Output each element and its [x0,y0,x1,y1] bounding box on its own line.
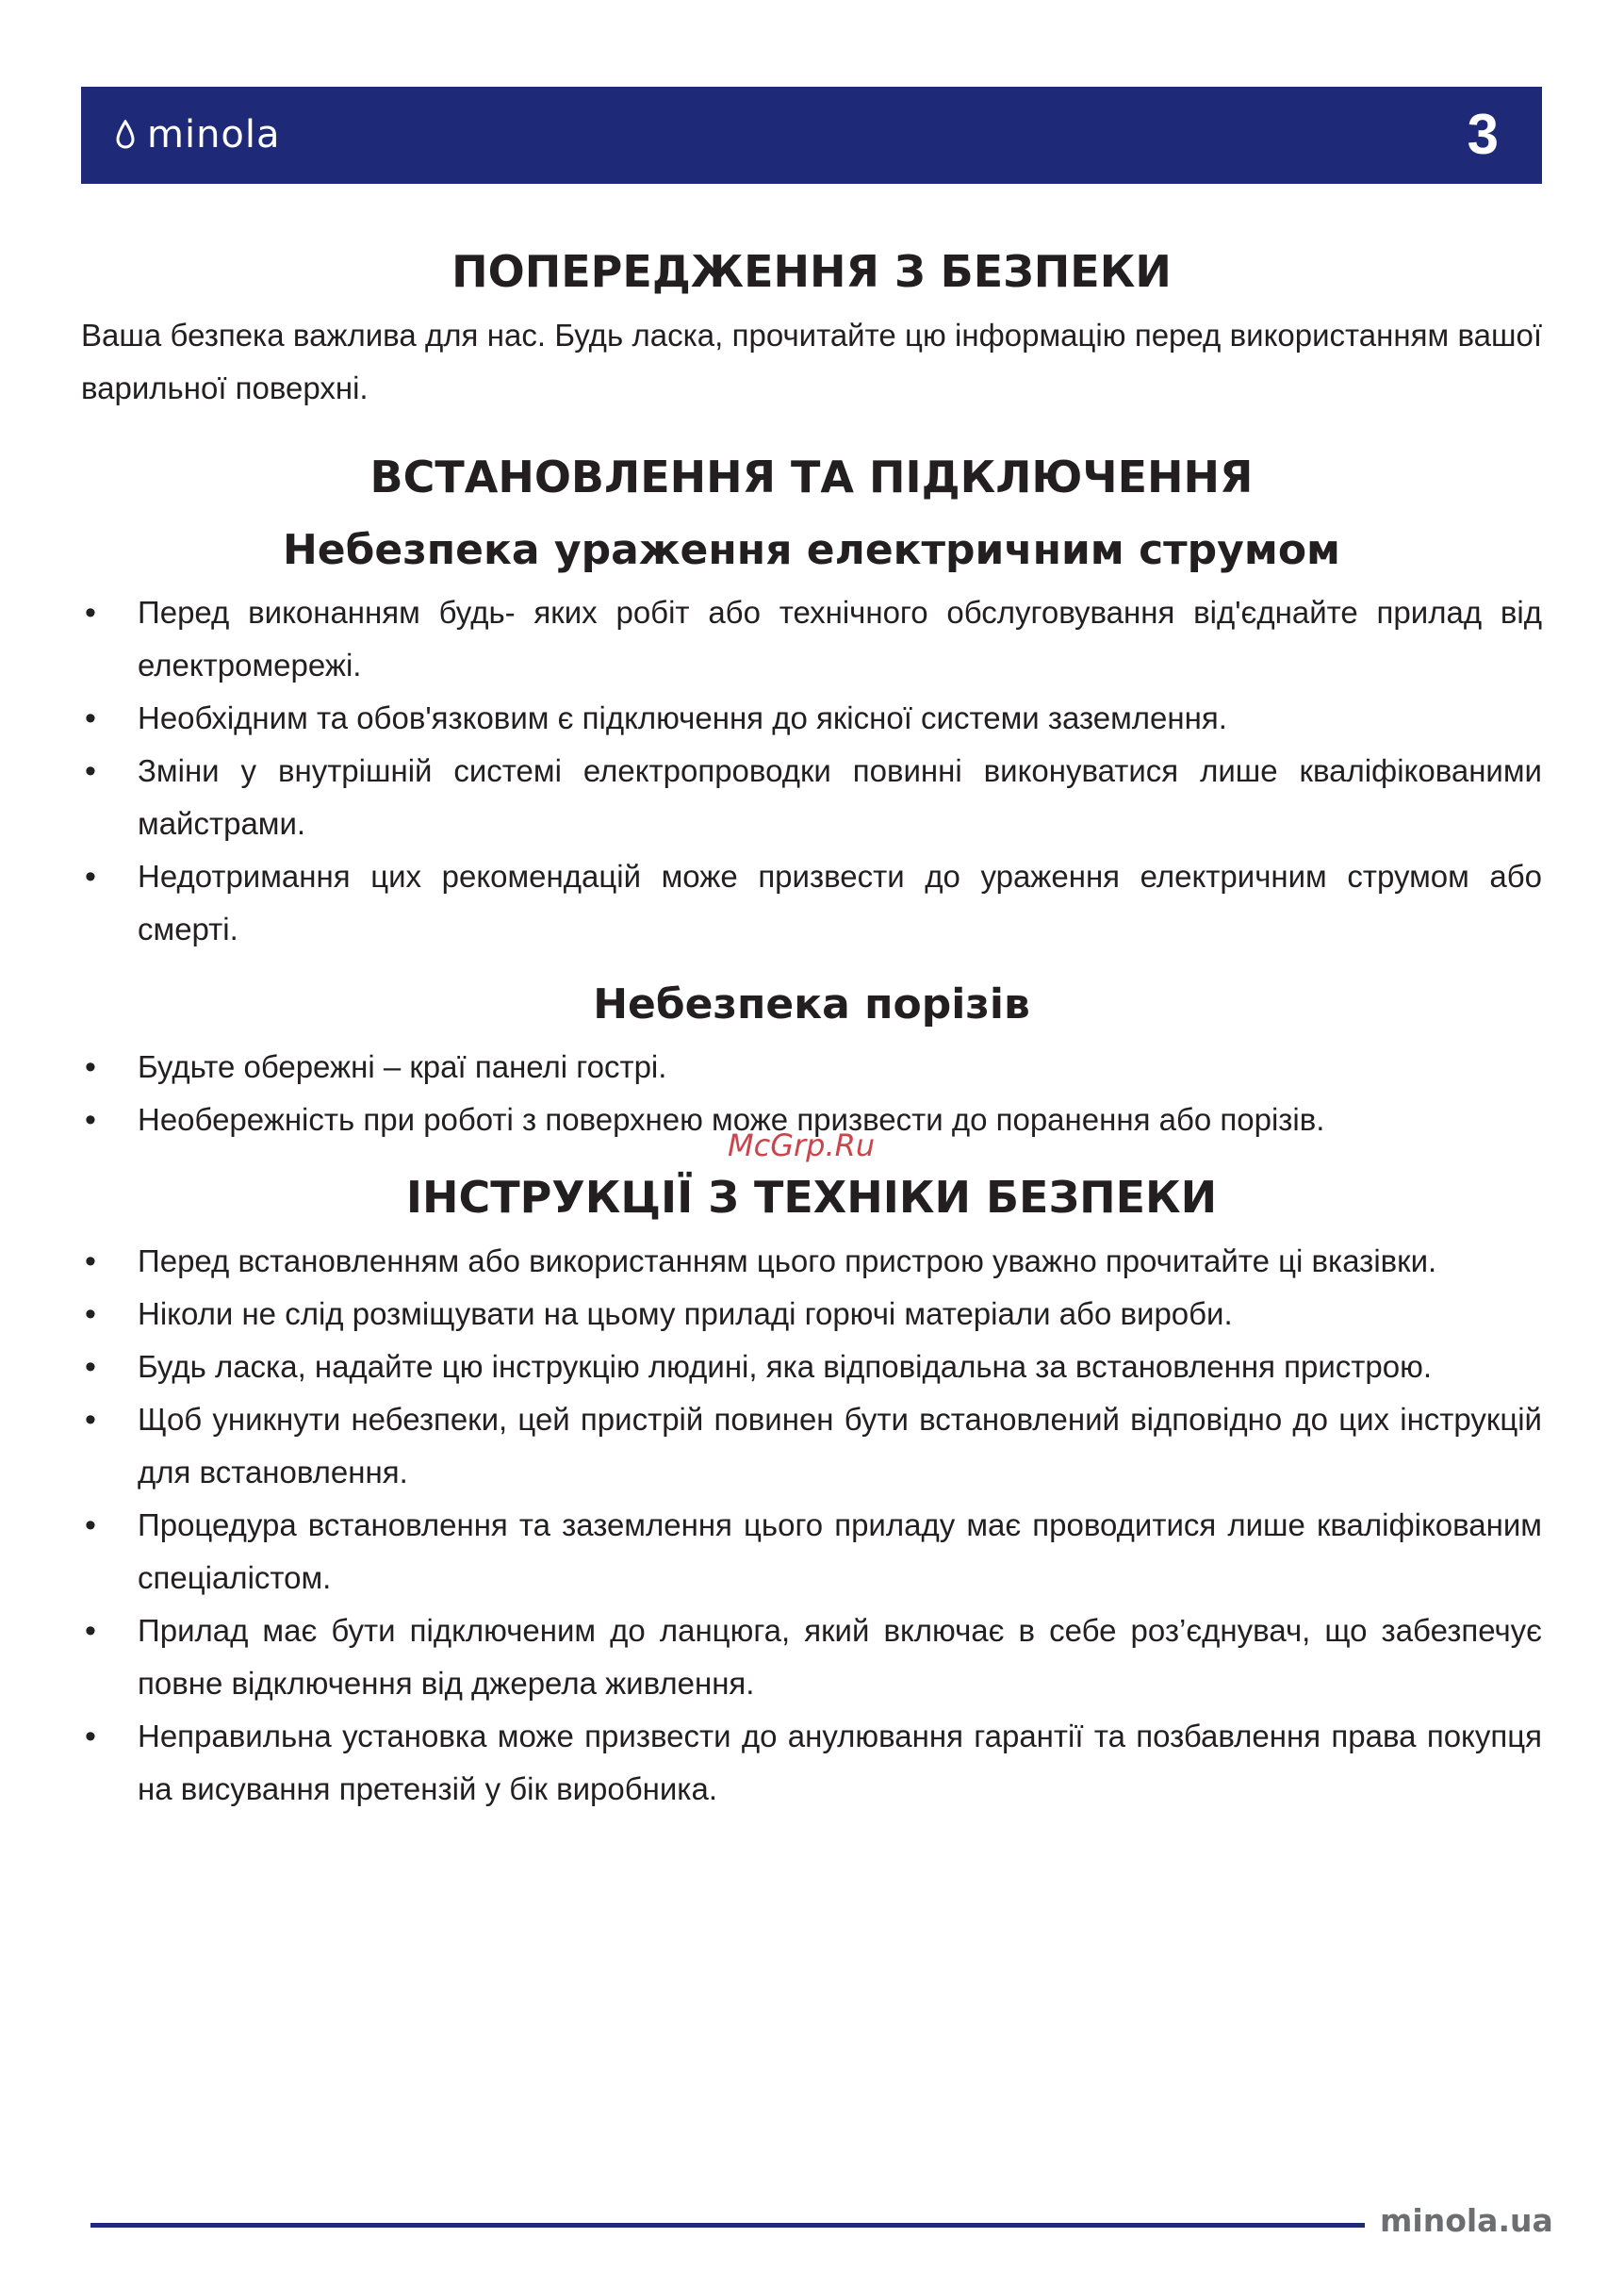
list-item-text: Недотримання цих рекомендацій може призвести до ураження електричним струмом або смерті. [138,859,1542,946]
list-item-text: Прилад має бути підключеним до ланцюга, який включає в себе роз’єднувач, що забезпечує повне відключення від джерела живлення. [138,1613,1542,1701]
electric-hazard-title: Небезпека ураження електричним струмом [282,526,1341,574]
safety-instructions-list [81,1235,1542,1816]
bullet-icon: • [85,1402,96,1438]
footer-website: minola.ua [1380,2202,1553,2239]
list-item-text: Щоб уникнути небезпеки, цей пристрій повинен бути встановлений відповідно до цих інструкцій для встановлення. [138,1402,1542,1489]
list-item-text: Будь ласка, надайте цю інструкцію людині, яка відповідальна за встановлення пристрою. [138,1349,1433,1384]
list-item [81,586,1542,692]
bullet-icon: • [85,1049,96,1085]
brand-name: minola [147,113,281,156]
list-item-text: Ніколи не слід розміщувати на цьому приладі горючі матеріали або вироби. [138,1296,1233,1331]
list-item [81,850,1542,956]
list-item [81,1393,1542,1499]
warnings-title: ПОПЕРЕДЖЕННЯ З БЕЗПЕКИ [451,246,1172,297]
bullet-icon: • [85,595,96,631]
list-item [81,692,1542,745]
list-item [81,1041,1542,1094]
footer-divider [90,2223,1365,2228]
safety-instructions-title: ІНСТРУКЦІЇ З ТЕХНІКИ БЕЗПЕКИ [405,1172,1218,1223]
list-item-text: Перед встановленням або використанням цього пристрою уважно прочитайте ці вказівки. [138,1243,1437,1278]
electric-hazard-list [81,586,1542,956]
list-item [81,745,1542,850]
bullet-icon: • [85,753,96,789]
list-item [81,1288,1542,1341]
page-number: 3 [1467,103,1499,166]
list-item [81,1604,1542,1710]
water-drop-icon [115,120,136,150]
bullet-icon: • [85,1349,96,1385]
bullet-icon: • [85,1296,96,1332]
list-item [81,1499,1542,1604]
list-item [81,1341,1542,1393]
list-item-text: Перед виконанням будь- яких робіт або технічного обслуговування від'єднайте прилад від електромережі. [138,595,1542,683]
list-item [81,1710,1542,1816]
bullet-icon: • [85,859,96,895]
installation-title: ВСТАНОВЛЕННЯ ТА ПІДКЛЮЧЕННЯ [369,452,1254,502]
watermark: McGrp.Ru [728,1127,876,1163]
list-item-text: Зміни у внутрішній системі електропроводки повинні виконуватися лише кваліфікованими майстрами. [138,753,1542,841]
list-item-text: Будьте обережні – краї панелі гострі. [138,1049,667,1084]
list-item-text: Неправильна установка може призвести до анулювання гарантії та позбавлення права покупця на висування претензій у бік виробника. [138,1719,1542,1806]
list-item-text: Необережність при роботі з поверхнею може призвести до поранення або порізів. [138,1102,1325,1137]
bullet-icon: • [85,1613,96,1649]
list-item [81,1235,1542,1288]
brand-logo [115,111,281,158]
list-item-text: Процедура встановлення та заземлення цього приладу має проводитися лише кваліфікованим спеціалістом. [138,1507,1542,1595]
bullet-icon: • [85,1507,96,1543]
intro-text: Ваша безпека важлива для нас. Будь ласка, прочитайте цю інформацію перед використанням вашої варильної поверхні. [81,318,1542,405]
page-content [81,234,1542,1816]
header-bar [81,87,1542,184]
list-item-text: Необхідним та обов'язковим є підключення до якісної системи заземлення. [138,700,1227,735]
bullet-icon: • [85,1243,96,1279]
bullet-icon: • [85,1719,96,1754]
bullet-icon: • [85,1102,96,1138]
cuts-hazard-title: Небезпека порізів [593,980,1030,1028]
bullet-icon: • [85,700,96,736]
